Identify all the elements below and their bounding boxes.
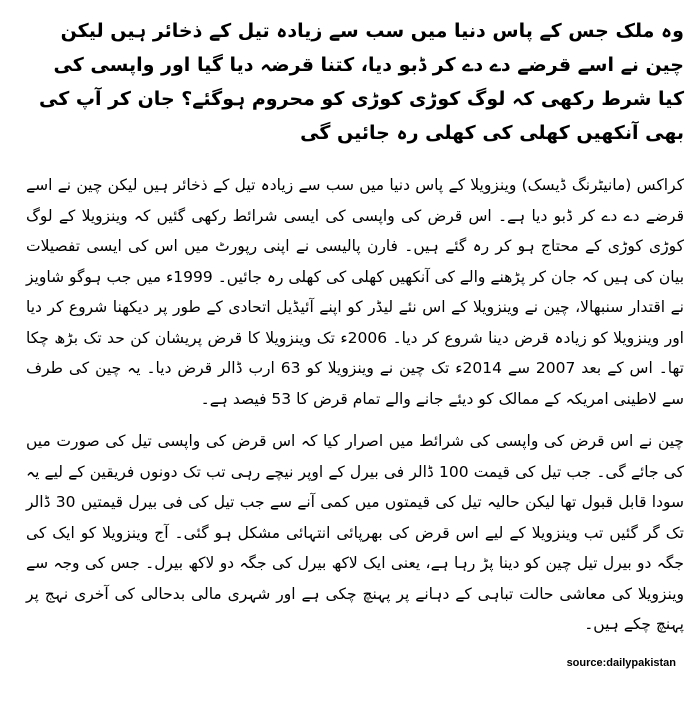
source-credit: source:dailypakistan bbox=[566, 657, 676, 669]
article-paragraph-1: کراکس (مانیٹرنگ ڈیسک) وینزویلا کے پاس دنیا میں سب سے زیادہ تیل کے ذخائر ہیں لیکن چین نے اسے قرضے دے دے کر ڈبو دیا ہے۔ اس قرض کی واپسی کی ایسی شرائط رکھی گئیں کہ وینزویلا کے لوگ کوڑی کوڑی کے محتاج ہو کر رہ گئے ہیں۔ فارن پالیسی نے اپنی رپورٹ میں اس کی ایسی تفصیلات بیان کی ہیں کہ جان کر پڑھنے والے کی آنکھیں کھلی کی کھلی رہ جائیں۔ 1999ء میں جب ہوگو شاویز نے اقتدار سنبھالا، چین نے وینزویلا کے اس نئے لیڈر کو اپنے آئیڈیل اتحادی کے طور پر دیکھنا شروع کر دیا اور وینزویلا کو زیادہ قرض دینا شروع کر دیا۔ 2006ء تک وینزویلا کا قرض پریشان کن حد تک بڑھ چکا تھا۔ اس کے بعد 2007 سے 2014ء تک چین نے وینزویلا کو 63 ارب ڈالر قرض دیا۔ یہ چین کی طرف سے لاطینی امریکہ کے ممالک کو دیئے جانے والے تمام قرض کا 53 فیصد ہے۔ bbox=[26, 176, 685, 408]
article-headline: وہ ملک جس کے پاس دنیا میں سب سے زیادہ تیل کے ذخائر ہیں لیکن چین نے اسے قرضے دے دے کر ڈبو دیا، کتنا قرضہ دیا گیا اور واپسی کی کیا شرط رکھی کہ لوگ کوڑی کوڑی کو محروم ہوگئے؟ جان کر آپ کی بھی آنکھیں کھلی کی کھلی رہ جائیں گی bbox=[39, 20, 684, 144]
article-paragraph-2: چین نے اس قرض کی واپسی کی شرائط میں اصرار کیا کہ اس قرض کی واپسی تیل کی صورت میں کی جائے گی۔ جب تیل کی قیمت 100 ڈالر فی بیرل کے اوپر نیچے رہی تب تک دونوں فریقین کے لیے یہ سودا قابل قبول تھا لیکن حالیہ تیل کی قیمتوں میں کمی آنے سے جب تیل کی فی بیرل قیمتیں 30 ڈالر تک گر گئیں تب وینزویلا کے لیے اس قرض کی بھرپائی انتہائی مشکل ہو گئی۔ آج وینزویلا کو ایک کی جگہ دو بیرل تیل چین کو دینا پڑ رہا ہے، یعنی ایک لاکھ بیرل کی جگہ دو لاکھ بیرل۔ جس کی وجہ سے وینزویلا کی معاشی حالت تباہی کے دہانے پر پہنچ چکی ہے اور شہری مالی بدحالی کی آخری نہج پر پہنچ چکے ہیں۔ bbox=[26, 432, 684, 633]
